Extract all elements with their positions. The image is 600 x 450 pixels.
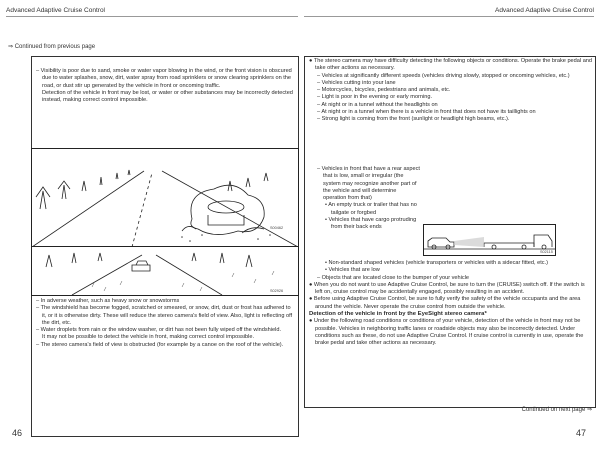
sub-item-low-vehicles: • Vehicles that are low <box>325 267 380 274</box>
right-top-text <box>309 58 593 124</box>
right-page-number: 47 <box>575 428 586 438</box>
adverse-weather-item: – In adverse weather, such as heavy snow or snowstorms <box>36 298 180 304</box>
windshield-item: – The windshield has become fogged, scratched or smeared, or snow, dirt, dust or frost has adhered to it, or it is otherwise dirty. These will reduce the stereo camera's field of view. Also, light is reflecting off the dirt, etc. <box>36 305 293 326</box>
right-bottom-text <box>309 260 593 348</box>
visibility-item: – Visibility is poor due to sand, smoke or water vapor blowing in the wind, or the front vision is obscured due to water splashes, snow, dirt, water spray from road sprinklers or snow clearing sprinklers on the road, or dust stir up generated by the vehicle in front or oncoming traffic. <box>36 68 292 89</box>
cruise-switch-warning: ● When you do not want to use Adaptive Cruise Control, be sure to turn the (CRUISE) switch off. If the switch is left on, cruise control may be accidentally engaged, possibly resulting in an accident. <box>309 281 585 296</box>
water-droplets-item: – Water droplets from rain or the window washer, or dirt has not been fully wiped off the windshield. <box>36 327 282 334</box>
figure2-code: S02926 <box>270 289 284 293</box>
irregular-vehicles-item: – Vehicles in front that have a rear aspect that is low, small or irregular (the system may recognize another part of the vehicle and will determine operation from that) <box>317 166 420 202</box>
right-figure-code: S02115 <box>540 250 553 254</box>
dust-road-illustration <box>32 149 298 247</box>
condition-item-1: – Vehicles at significantly different speeds (vehicles driving slowly, stopped or oncoming vehicles, etc.) <box>317 72 570 79</box>
obstructed-view-item: – The stereo camera's field of view is obstructed (for example by a canoe on the roof of the vehicle). <box>36 341 284 348</box>
right-header-rule <box>304 16 594 17</box>
dust-road-figure <box>31 148 299 248</box>
water-droplets-note: It may not be possible to detect the vehicle in front, making correct control impossible. <box>42 334 255 341</box>
continued-on-label: Continued on next page ⇒ <box>521 407 592 413</box>
condition-item-7: – Strong light is coming from the front (sunlight or headlight high beams, etc.). <box>317 116 510 123</box>
right-header-title: Advanced Adaptive Cruise Control <box>494 7 594 14</box>
close-objects-item: – Objects that are located close to the bumper of your vehicle <box>317 274 470 281</box>
left-page-number: 46 <box>12 428 23 438</box>
irregular-vehicles-text <box>309 166 421 232</box>
detection-intro: ● The stereo camera may have difficulty detecting the following objects or conditions. Operate the brake pedal and take other actions as necessary. <box>309 58 593 72</box>
continued-from-label: ⇒ Continued from previous page <box>8 44 96 50</box>
section-body: ● Under the following road conditions or conditions of your vehicle, detection of the vehicle in front may not be possible. Vehicles in neighboring traffic lanes or roadside objects may also be incorrectly detected. Under conditions such as these, do not use Adaptive Cruise Control. If cruise control is currently in use, operate the brake pedal and take other actions as necessary. <box>309 318 584 347</box>
wet-road-figure <box>31 246 299 296</box>
left-top-text <box>36 68 294 104</box>
visibility-note: Detection of the vehicle in front may be lost, or water or other substances may be incorrectly detected instead, making correct control impossible. <box>42 89 293 104</box>
truck-illustration <box>424 225 555 255</box>
sub-item-cargo: • Vehicles that have cargo protruding from their back ends <box>325 217 417 231</box>
sub-item-empty-truck: • An empty truck or trailer that has no tailgate or forgbed <box>325 202 417 216</box>
truck-figure <box>423 224 556 256</box>
condition-item-5: – At night or in a tunnel without the headlights on <box>317 101 438 108</box>
condition-item-4: – Light is poor in the evening or early morning. <box>317 94 433 101</box>
left-header-title: Advanced Adaptive Cruise Control <box>6 7 106 14</box>
left-bottom-text <box>36 298 294 349</box>
condition-item-3: – Motorcycles, bicycles, pedestrians and animals, etc. <box>317 87 451 94</box>
left-header-rule <box>6 16 298 17</box>
sub-item-non-standard: • Non-standard shaped vehicles (vehicle transporters or vehicles with a sidecar fitted, etc.) <box>325 260 549 266</box>
safety-check-warning: ● Before using Adaptive Cruise Control, be sure to fully verify the safety of the vehicle occupants and the area around the vehicle. Never operate the cruise control from outside the vehicle. <box>309 296 581 310</box>
condition-item-2: – Vehicles cutting into your lane <box>317 79 396 86</box>
condition-item-6: – At night or in a tunnel when there is a vehicle in front that does not have its taillights on <box>317 109 536 116</box>
figure1-code: S00462 <box>270 226 284 230</box>
wet-road-illustration <box>32 247 298 295</box>
section-heading: Detection of the vehicle in front by the EyeSight stereo camera* <box>309 311 487 318</box>
